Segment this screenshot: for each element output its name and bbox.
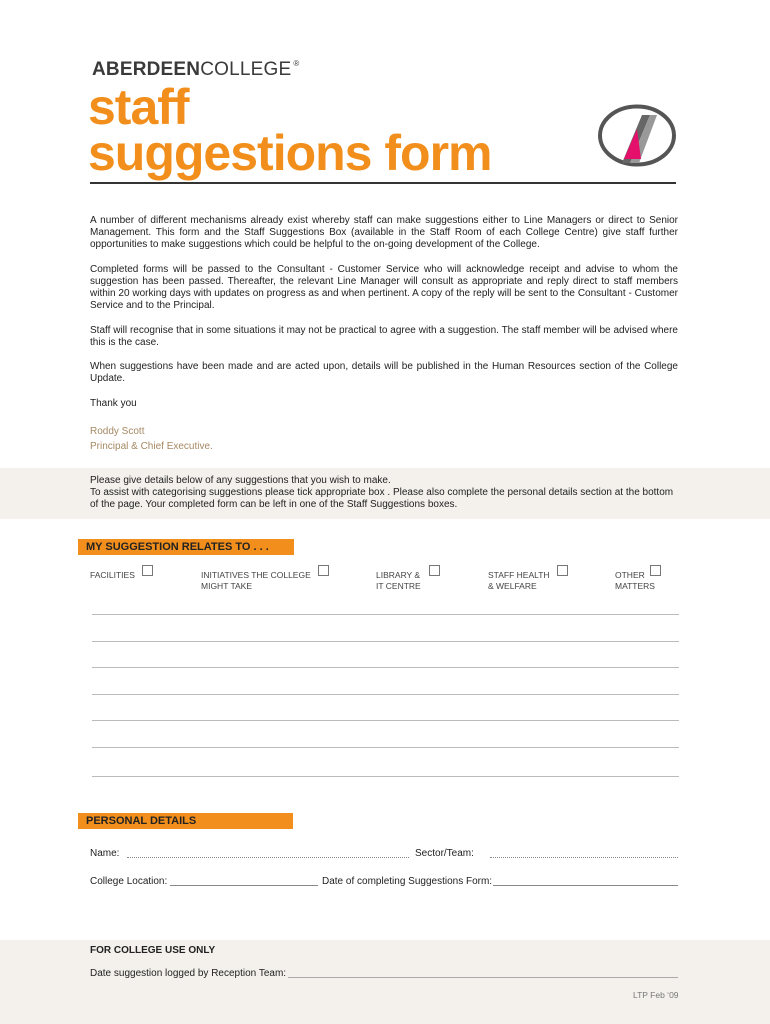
category-label-facilities [90, 570, 135, 581]
personal-details-heading: PERSONAL DETAILS [78, 813, 293, 829]
category-label-other [615, 570, 655, 592]
category-label-staff-health [488, 570, 550, 592]
college-logo [92, 59, 300, 81]
form-reference: LTP Feb ‘09 [633, 990, 679, 1000]
instructions-line-2: To assist with categorising suggestions please tick appropriate box . Please also complete the personal details section at the bottom of the page. Your completed form can be left in one of the Staff Suggestions boxes. [90, 487, 674, 510]
signature-title: Principal & Chief Executive. [90, 441, 213, 452]
category-label-line: LIBRARY & [376, 570, 421, 580]
college-emblem-icon [597, 103, 677, 168]
page-title-line1: staff [88, 79, 189, 135]
intro-paragraph-2: Completed forms will be passed to the Consultant - Customer Service who will acknowledge receipt and advise to whom the suggestion has been passed. Thereafter, the relevant Line Manager will consult as appropriate and reply direct to staff members within 20 working days with updates on progress as and when pertinent. A copy of the reply will be sent to the Consultant - Customer Service and to the Principal. [90, 264, 678, 311]
college-location-label: College Location: [90, 876, 168, 887]
registered-mark: ® [293, 59, 300, 68]
category-label-line: IT CENTRE [376, 581, 421, 591]
suggestion-write-line[interactable] [92, 667, 679, 668]
suggestion-write-line[interactable] [92, 720, 679, 721]
checkbox-other[interactable] [650, 565, 661, 576]
date-logged-label: Date suggestion logged by Reception Team: [90, 968, 287, 979]
logo-bold-text: ABERDEEN [92, 59, 201, 80]
sector-team-field[interactable] [490, 857, 678, 858]
name-label: Name: [90, 848, 120, 859]
category-label-line: STAFF HEALTH [488, 570, 550, 580]
suggestion-section-heading: MY SUGGESTION RELATES TO . . . [78, 539, 294, 555]
completion-date-field[interactable] [493, 885, 678, 886]
suggestion-write-line[interactable] [92, 694, 679, 695]
title-divider [90, 182, 676, 184]
checkbox-facilities[interactable] [142, 565, 153, 576]
name-field[interactable] [127, 857, 409, 858]
category-label-library [376, 570, 421, 592]
checkbox-initiatives[interactable] [318, 565, 329, 576]
intro-paragraph-4: When suggestions have been made and are acted upon, details will be published in the Human Resources section of the College Update. [90, 361, 678, 384]
college-location-field[interactable] [170, 885, 318, 886]
checkbox-library[interactable] [429, 565, 440, 576]
category-label-line: INITIATIVES THE COLLEGE [201, 570, 311, 580]
category-label-line: MATTERS [615, 581, 655, 591]
instructions-line-1: Please give details below of any suggestions that you wish to make. [90, 475, 391, 486]
checkbox-staff-health[interactable] [557, 565, 568, 576]
page-title-line2: suggestions form [88, 125, 492, 181]
category-label-line: FACILITIES [90, 570, 135, 580]
category-label-line: & WELFARE [488, 581, 537, 591]
suggestion-write-line[interactable] [92, 776, 679, 777]
college-use-heading: FOR COLLEGE USE ONLY [90, 945, 216, 956]
signature-name: Roddy Scott [90, 426, 145, 437]
intro-paragraph-3: Staff will recognise that in some situations it may not be practical to agree with a suggestion. The staff member will be advised where this is the case. [90, 325, 678, 348]
suggestion-write-line[interactable] [92, 641, 679, 642]
date-logged-field[interactable] [288, 977, 678, 978]
completion-date-label: Date of completing Suggestions Form: [322, 876, 493, 887]
category-label-line: MIGHT TAKE [201, 581, 253, 591]
sector-team-label: Sector/Team: [415, 848, 474, 859]
thank-you-text: Thank you [90, 398, 137, 409]
category-label-initiatives [201, 570, 311, 592]
category-label-line: OTHER [615, 570, 645, 580]
suggestion-write-line[interactable] [92, 747, 679, 748]
logo-regular-text: COLLEGE [200, 59, 292, 80]
intro-paragraph-1: A number of different mechanisms already exist whereby staff can make suggestions either to Line Managers or direct to Senior Management. This form and the Staff Suggestions Box (available in the Staff Room of each College Centre) give staff further opportunities to make suggestions which could be helpful to the on-going development of the College. [90, 215, 678, 250]
suggestion-write-line[interactable] [92, 614, 679, 615]
